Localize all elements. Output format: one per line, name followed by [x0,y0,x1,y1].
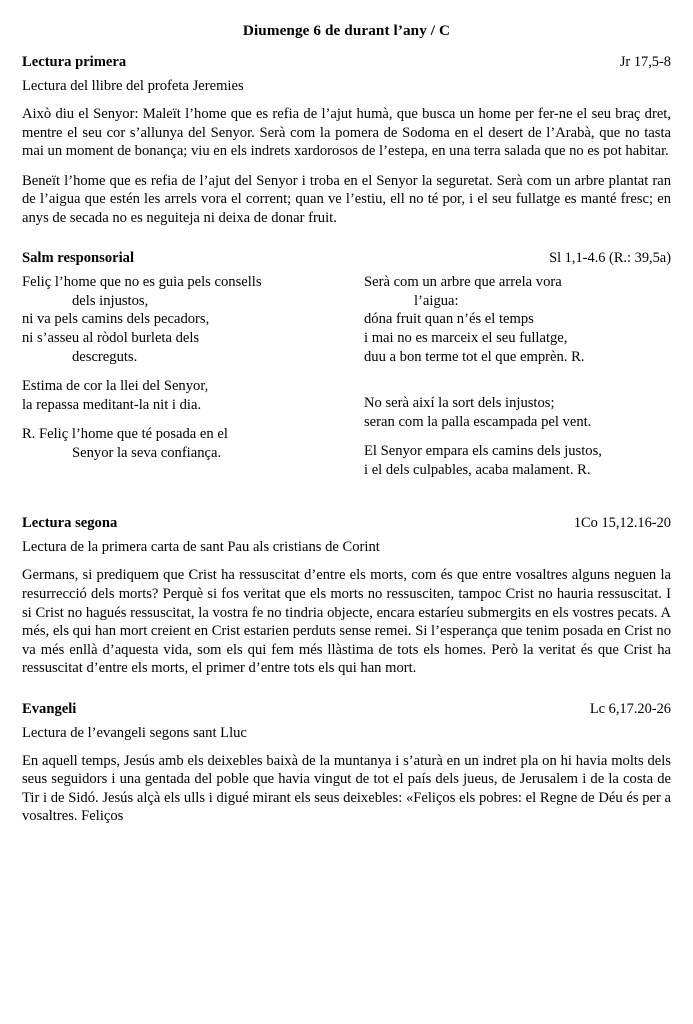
psalm-line: l’aigua: [414,292,459,309]
scripture-reference: 1Co 15,12.16-20 [573,515,671,532]
spacer [22,479,671,513]
psalm-line: Estima de cor la llei del Senyor, [22,378,209,395]
psalm-stanza [22,273,322,366]
psalm-line: ni va pels camins dels pecadors, [22,311,210,328]
psalm-line: No serà així la sort dels injustos; [364,395,555,412]
page-title: Diumenge 6 de durant l’any / C [242,22,451,39]
psalm-stanza [22,377,322,414]
section-title: Salm responsorial [22,250,135,267]
psalm-line: la repassa meditant-la nit i dia. [22,396,202,413]
psalm-column-left [22,273,322,479]
section-header-psalm [22,250,671,267]
section-title: Lectura primera [22,54,127,70]
psalm-line: dels injustos, [72,292,149,309]
psalm-line: descreguts. [72,348,138,365]
reading-paragraph: Això diu el Senyor: Maleït l’home que es refia de l’ajut humà, que busca un home per fer-ne el seu braç dret, mentre el seu cor s’allunya del Senyor. Serà com la pomera de Sodoma en el desert de l’Arabà, que no tasta mai un moment de bonança; viu en els indrets xardorosos de l’estepa, en una terra salada que no es pot habitar. [22,106,671,160]
reading-intro: Lectura de la primera carta de sant Pau als cristians de Corint [22,539,380,556]
psalm-line: El Senyor empara els camins dels justos, [364,443,602,460]
reading-paragraph: Germans, si prediquem que Crist ha ressuscitat d’entre els morts, com és que entre vosaltres alguns neguen la resurrecció dels morts? Perquè si fos veritat que els morts no ressusciten, tampoc Crist no hauria ressuscitat. I si Crist no hagués ressuscitat, la vostra fe no tindria objecte, encara estaríeu submergits en els vostres pecats. A més, els qui han mort creient en Crist estarien perduts sense remei. Si l’esperança que tenim posada en Crist no va més enllà d’aquesta vida, som els qui fem més llàstima de tots els homes. Però la veritat és que Crist ha ressuscitat d’entre els morts, el primer d’entre tots els qui han mort. [22,567,671,677]
section-header-gospel [22,701,671,718]
psalm-line: duu a bon terme tot el que emprèn. R. [364,348,585,365]
reading-paragraph: Beneït l’home que es refia de l’ajut del Senyor i troba en el Senyor la seguretat. Serà com un arbre plantat ran de l’aigua que estén les arrels vora el corrent; quan ve l’estiu, ell no té por, i el seu fullatge es manté fresc; en anys de secada no es neguiteja ni deixa de donar fruit. [22,172,671,226]
section-header-second-reading [22,515,671,532]
psalm-line: Feliç l’home que no es guia pels consells [22,274,262,291]
scripture-reference: Jr 17,5-8 [619,54,671,70]
reading-intro: Lectura de l’evangeli segons sant Lluc [22,724,247,741]
psalm-stanza [364,442,664,479]
psalm-line: dóna fruit quan n’és el temps [364,311,534,328]
spacer [22,238,671,248]
psalm-stanza [364,377,664,431]
reading-intro: Lectura del llibre del profeta Jeremies [22,78,244,94]
psalm-columns [22,273,671,479]
psalm-line: i el dels culpables, acaba malament. R. [364,461,591,478]
psalm-line: Serà com un arbre que arrela vora [364,274,562,291]
psalm-line: ni s’asseu al ròdol burleta dels [22,330,200,347]
scripture-reference: Lc 6,17.20-26 [589,700,671,717]
psalm-stanza [364,273,664,366]
reading-paragraph: En aquell temps, Jesús amb els deixebles baixà de la muntanya i s’aturà en un indret pla on hi havia molts dels seus seguidors i una gentada del poble que havia vingut de tot el país dels jueus, de Jerusalem i de la costa de Tir i de Sidó. Jesús alçà els ulls i digué mirant els seus deixebles: «Feliços els pobres: el Regne de Déu és per a vosaltres. Feliços [22,752,671,825]
section-title: Lectura segona [22,515,118,532]
psalm-response-line: R. Feliç l’home que té posada en el [22,426,228,443]
section-header-first-reading [22,54,671,71]
psalm-line: i mai no es marceix el seu fullatge, [364,330,568,347]
section-title: Evangeli [22,700,77,717]
spacer [22,689,671,699]
psalm-response-line: Senyor la seva confiança. [72,444,222,461]
psalm-stanza-response [22,425,322,462]
psalm-line: seran com la palla escampada pel vent. [364,413,592,430]
psalm-column-right [364,273,664,479]
scripture-reference: Sl 1,1-4.6 (R.: 39,5a) [549,250,671,267]
spacer [364,377,664,394]
